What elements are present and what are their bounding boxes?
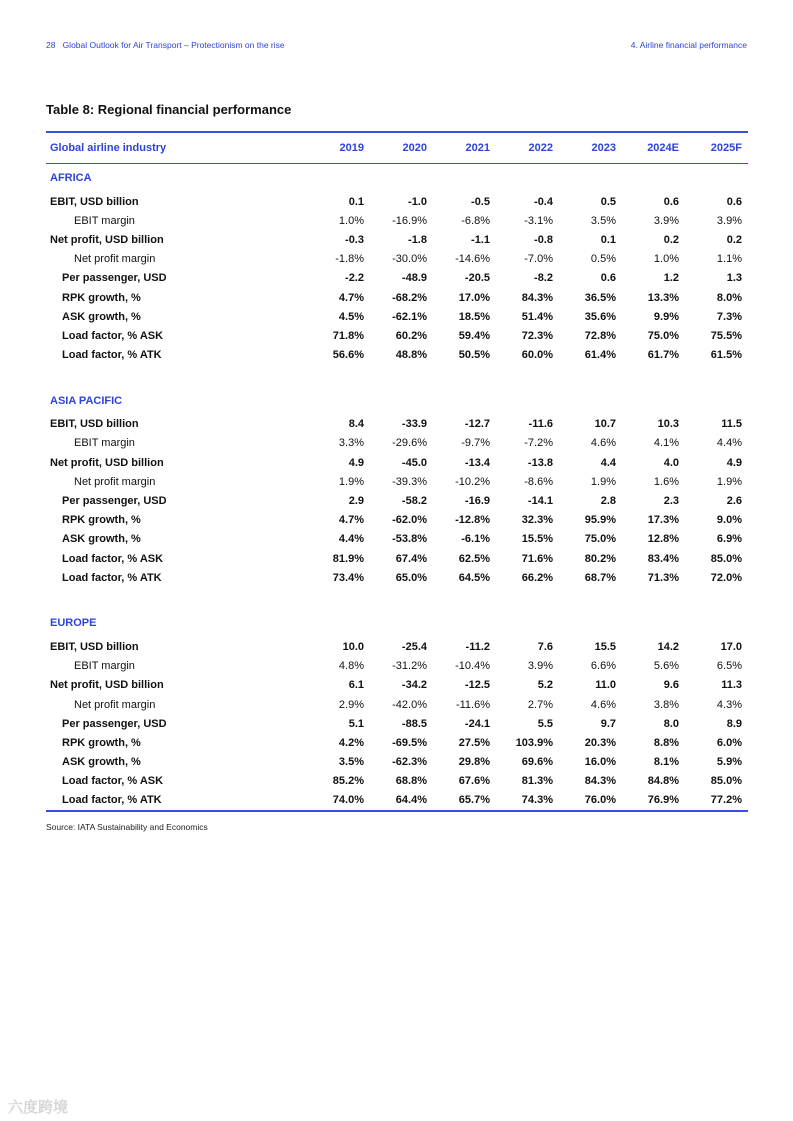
- table-cell: 84.8%: [647, 775, 679, 788]
- row-label: EBIT, USD billion: [50, 195, 139, 208]
- table-cell: -14.6%: [455, 253, 490, 266]
- table-cell: 2.3: [663, 495, 679, 508]
- table-cell: -62.1%: [392, 310, 427, 323]
- table-cell: 3.5%: [338, 756, 364, 769]
- table-cell: 8.1%: [653, 756, 679, 769]
- table-cell: 11.5: [721, 418, 742, 431]
- table-cell: 4.0: [663, 456, 679, 469]
- table-row: [46, 637, 748, 656]
- row-label: Net profit, USD billion: [50, 679, 164, 692]
- table-cell: 77.2%: [710, 794, 742, 807]
- table-cell: 1.9%: [716, 475, 742, 488]
- table-cell: 7.3%: [716, 310, 742, 323]
- table-cell: -6.1%: [461, 533, 490, 546]
- table-cell: 62.5%: [458, 552, 490, 565]
- table-cell: 3.5%: [590, 214, 616, 227]
- table-cell: -68.2%: [392, 291, 427, 304]
- table-cell: 15.5%: [521, 533, 553, 546]
- table-cell: 75.0%: [647, 329, 679, 342]
- table-cell: 4.9: [348, 456, 364, 469]
- table-cell: 73.4%: [332, 571, 364, 584]
- table-cell: 3.9%: [527, 660, 553, 673]
- table-row: [46, 211, 748, 230]
- table-cell: 9.7: [600, 717, 616, 730]
- table-cell: -34.2: [401, 679, 427, 692]
- column-header: 2022: [528, 142, 553, 154]
- table-row: [46, 568, 748, 587]
- table-cell: 5.1: [348, 717, 364, 730]
- table-cell: -13.4: [464, 456, 490, 469]
- table-cell: -88.5: [401, 717, 427, 730]
- table-row: [46, 346, 748, 365]
- table-cell: -8.6%: [524, 475, 553, 488]
- section-title: ASIA PACIFIC: [50, 394, 123, 407]
- table-row: [46, 453, 748, 472]
- table-title: Table 8: Regional financial performance: [46, 102, 292, 117]
- row-label: RPK growth, %: [62, 736, 141, 749]
- table-cell: 0.6: [663, 195, 679, 208]
- table-cell: 4.4: [600, 456, 616, 469]
- table-cell: 71.6%: [521, 552, 553, 565]
- table-cell: 85.0%: [710, 552, 742, 565]
- table-cell: 75.5%: [710, 329, 742, 342]
- row-label: EBIT margin: [74, 214, 135, 227]
- table-cell: 16.0%: [584, 756, 616, 769]
- column-header: 2019: [339, 142, 364, 154]
- page-number: 28: [46, 40, 56, 50]
- table-cell: 5.9%: [716, 756, 742, 769]
- row-label: Net profit, USD billion: [50, 233, 164, 246]
- table-row: [46, 676, 748, 695]
- table-cell: 72.0%: [710, 571, 742, 584]
- table-cell: 8.0: [663, 717, 679, 730]
- table-cell: 71.3%: [647, 571, 679, 584]
- table-cell: 80.2%: [584, 552, 616, 565]
- section-title: AFRICA: [50, 172, 92, 184]
- row-label: EBIT, USD billion: [50, 418, 139, 431]
- table-cell: -11.6: [528, 418, 553, 431]
- table-cell: -16.9%: [392, 214, 427, 227]
- row-label: Net profit, USD billion: [50, 456, 164, 469]
- table-row: [46, 549, 748, 568]
- table-cell: 76.0%: [584, 794, 616, 807]
- table-cell: 2.9%: [338, 698, 364, 711]
- table-row: [46, 288, 748, 307]
- table-cell: -45.0: [401, 456, 427, 469]
- table-cell: 67.4%: [395, 552, 427, 565]
- table-cell: 0.2: [726, 233, 742, 246]
- table-cell: -10.2%: [455, 475, 490, 488]
- table-cell: 0.6: [600, 272, 616, 285]
- table-cell: -1.0: [408, 195, 427, 208]
- table-cell: 5.6%: [653, 660, 679, 673]
- table-cell: 66.2%: [521, 571, 553, 584]
- source-note: Source: IATA Sustainability and Economics: [46, 822, 208, 832]
- table-cell: 3.9%: [653, 214, 679, 227]
- table-row: [46, 772, 748, 791]
- table-cell: 4.8%: [338, 660, 364, 673]
- table-cell: 4.4%: [338, 533, 364, 546]
- table-cell: 84.3%: [521, 291, 553, 304]
- table-cell: 4.5%: [338, 310, 364, 323]
- table-cell: -12.8%: [455, 514, 490, 527]
- table-cell: 61.4%: [584, 349, 616, 362]
- table-cell: 3.8%: [653, 698, 679, 711]
- table-cell: 12.8%: [647, 533, 679, 546]
- table-cell: 0.1: [600, 233, 616, 246]
- table-cell: -14.1: [527, 495, 553, 508]
- table-cell: -69.5%: [392, 736, 427, 749]
- table-cell: 2.9: [348, 495, 364, 508]
- table-cell: 8.4: [348, 418, 364, 431]
- row-label: Per passenger, USD: [62, 495, 167, 508]
- row-label: RPK growth, %: [62, 514, 141, 527]
- table-row: [46, 326, 748, 345]
- table-cell: 4.4%: [716, 437, 742, 450]
- table-row: [46, 530, 748, 549]
- table-cell: 6.1: [348, 679, 364, 692]
- table-cell: 4.6%: [590, 437, 616, 450]
- table-cell: 3.9%: [716, 214, 742, 227]
- table-cell: 83.4%: [647, 552, 679, 565]
- watermark: 六度跨境: [8, 1099, 69, 1116]
- section-gap: [46, 587, 748, 609]
- column-header: Global airline industry: [50, 142, 167, 154]
- column-header: 2020: [402, 142, 427, 154]
- table-bottom-rule: [46, 810, 748, 812]
- table-row: [46, 415, 748, 434]
- row-label: Per passenger, USD: [62, 272, 167, 285]
- row-label: Load factor, % ATK: [62, 794, 162, 807]
- table-cell: -8.2: [534, 272, 553, 285]
- financial-table: [46, 131, 748, 812]
- table-cell: 4.6%: [590, 698, 616, 711]
- table-cell: 74.3%: [521, 794, 553, 807]
- table-cell: 1.0%: [338, 214, 364, 227]
- row-label: EBIT, USD billion: [50, 640, 139, 653]
- table-cell: 1.0%: [653, 253, 679, 266]
- table-cell: 68.7%: [584, 571, 616, 584]
- table-cell: 69.6%: [521, 756, 553, 769]
- table-cell: -1.8%: [335, 253, 364, 266]
- table-cell: 61.5%: [710, 349, 742, 362]
- header-left: [46, 40, 285, 50]
- table-cell: 18.5%: [458, 310, 490, 323]
- row-label: Load factor, % ASK: [62, 775, 164, 788]
- table-cell: 76.9%: [647, 794, 679, 807]
- table-body: [46, 164, 748, 810]
- table-cell: 1.9%: [338, 475, 364, 488]
- table-cell: -62.3%: [392, 756, 427, 769]
- table-cell: 35.6%: [584, 310, 616, 323]
- table-cell: 1.9%: [590, 475, 616, 488]
- table-row: [46, 657, 748, 676]
- row-label: Load factor, % ASK: [62, 552, 164, 565]
- row-label: Load factor, % ATK: [62, 571, 162, 584]
- row-label: Net profit margin: [74, 475, 156, 488]
- table-cell: -3.1%: [524, 214, 553, 227]
- table-cell: 85.0%: [710, 775, 742, 788]
- column-header: 2021: [465, 142, 490, 154]
- table-cell: -0.4: [534, 195, 553, 208]
- table-cell: 9.6: [663, 679, 679, 692]
- table-cell: -12.5: [464, 679, 490, 692]
- table-cell: -42.0%: [392, 698, 427, 711]
- table-cell: 3.3%: [338, 437, 364, 450]
- table-cell: 11.0: [595, 679, 616, 692]
- table-cell: 65.0%: [395, 571, 427, 584]
- table-header-row: [46, 131, 748, 164]
- table-cell: 5.2: [537, 679, 553, 692]
- table-cell: -1.8: [408, 233, 427, 246]
- table-cell: 1.6%: [653, 475, 679, 488]
- table-cell: 11.3: [721, 679, 742, 692]
- column-header: 2024E: [647, 142, 679, 154]
- row-label: RPK growth, %: [62, 291, 141, 304]
- row-label: Net profit margin: [74, 698, 156, 711]
- table-cell: -39.3%: [392, 475, 427, 488]
- table-cell: 50.5%: [458, 349, 490, 362]
- table-cell: 6.6%: [590, 660, 616, 673]
- row-label: ASK growth, %: [62, 533, 141, 546]
- table-row: [46, 753, 748, 772]
- table-cell: 2.6: [726, 495, 742, 508]
- table-cell: 8.0%: [716, 291, 742, 304]
- column-header: 2023: [591, 142, 616, 154]
- table-cell: 84.3%: [584, 775, 616, 788]
- table-row: [46, 695, 748, 714]
- section-gap: [46, 365, 748, 387]
- table-row: [46, 472, 748, 491]
- table-cell: -33.9: [401, 418, 427, 431]
- table-cell: 27.5%: [458, 736, 490, 749]
- table-cell: 95.9%: [584, 514, 616, 527]
- table-row: [46, 491, 748, 510]
- table-cell: -12.7: [464, 418, 490, 431]
- table-cell: -13.8: [527, 456, 553, 469]
- table-cell: 74.0%: [332, 794, 364, 807]
- row-label: EBIT margin: [74, 437, 135, 450]
- table-cell: 56.6%: [332, 349, 364, 362]
- row-label: Per passenger, USD: [62, 717, 167, 730]
- table-row: [46, 714, 748, 733]
- table-cell: 17.3%: [647, 514, 679, 527]
- table-cell: 2.8: [600, 495, 616, 508]
- table-cell: 81.9%: [332, 552, 364, 565]
- row-label: Load factor, % ASK: [62, 329, 164, 342]
- table-cell: 60.0%: [521, 349, 553, 362]
- table-cell: 1.2: [663, 272, 679, 285]
- table-cell: 61.7%: [647, 349, 679, 362]
- table-cell: 9.9%: [653, 310, 679, 323]
- table-cell: 60.2%: [395, 329, 427, 342]
- table-cell: 14.2: [657, 640, 679, 653]
- table-cell: -16.9: [464, 495, 490, 508]
- table-cell: 1.3: [726, 272, 742, 285]
- table-cell: -62.0%: [392, 514, 427, 527]
- table-cell: 13.3%: [647, 291, 679, 304]
- table-row: [46, 307, 748, 326]
- table-cell: 10.3: [657, 418, 679, 431]
- table-cell: 8.8%: [653, 736, 679, 749]
- table-cell: 0.6: [726, 195, 742, 208]
- table-cell: 6.5%: [716, 660, 742, 673]
- table-cell: -30.0%: [392, 253, 427, 266]
- table-cell: 59.4%: [458, 329, 490, 342]
- table-row: [46, 434, 748, 453]
- table-cell: -9.7%: [461, 437, 490, 450]
- table-cell: -48.9: [401, 272, 427, 285]
- row-label: EBIT margin: [74, 660, 135, 673]
- table-cell: -31.2%: [392, 660, 427, 673]
- table-cell: -29.6%: [392, 437, 427, 450]
- table-cell: -0.5: [471, 195, 490, 208]
- column-header: 2025F: [710, 142, 742, 154]
- table-cell: 6.9%: [716, 533, 742, 546]
- table-cell: 72.8%: [584, 329, 616, 342]
- table-cell: 29.8%: [458, 756, 490, 769]
- table-cell: 20.3%: [584, 736, 616, 749]
- table-cell: 64.5%: [458, 571, 490, 584]
- table-cell: 65.7%: [458, 794, 490, 807]
- table-cell: 17.0%: [458, 291, 490, 304]
- table-cell: 0.5: [600, 195, 616, 208]
- table-cell: 2.7%: [527, 698, 553, 711]
- table-cell: -7.0%: [524, 253, 553, 266]
- table-cell: 81.3%: [521, 775, 553, 788]
- table-cell: -20.5: [464, 272, 490, 285]
- table-cell: -7.2%: [524, 437, 553, 450]
- table-row: [46, 250, 748, 269]
- table-cell: 48.8%: [395, 349, 427, 362]
- table-cell: 7.6: [537, 640, 553, 653]
- row-label: ASK growth, %: [62, 310, 141, 323]
- row-label: Net profit margin: [74, 253, 156, 266]
- table-cell: 10.0: [342, 640, 364, 653]
- table-cell: -24.1: [464, 717, 490, 730]
- table-cell: 36.5%: [584, 291, 616, 304]
- table-cell: 4.7%: [338, 291, 364, 304]
- table-cell: 72.3%: [521, 329, 553, 342]
- table-cell: 4.2%: [338, 736, 364, 749]
- table-cell: 0.1: [348, 195, 364, 208]
- row-label: ASK growth, %: [62, 756, 141, 769]
- table-cell: 10.7: [594, 418, 616, 431]
- table-cell: 5.5: [537, 717, 553, 730]
- table-cell: -0.3: [345, 233, 364, 246]
- table-cell: 6.0%: [716, 736, 742, 749]
- table-cell: -6.8%: [461, 214, 490, 227]
- chapter-title: 4. Airline financial performance: [630, 40, 747, 50]
- table-row: [46, 791, 748, 810]
- table-cell: -53.8%: [392, 533, 427, 546]
- table-cell: 64.4%: [395, 794, 427, 807]
- table-cell: 17.0: [720, 640, 742, 653]
- table-cell: -10.4%: [455, 660, 490, 673]
- table-cell: -0.8: [534, 233, 553, 246]
- table-cell: 4.3%: [716, 698, 742, 711]
- doc-title: Global Outlook for Air Transport – Protectionism on the rise: [62, 40, 285, 50]
- table-cell: 51.4%: [521, 310, 553, 323]
- table-cell: 68.8%: [395, 775, 427, 788]
- table-cell: 71.8%: [332, 329, 364, 342]
- table-cell: 103.9%: [515, 736, 553, 749]
- table-row: [46, 511, 748, 530]
- table-cell: -11.2: [465, 640, 490, 653]
- table-row: [46, 733, 748, 752]
- table-cell: 4.7%: [338, 514, 364, 527]
- table-row: [46, 192, 748, 211]
- section-title: EUROPE: [50, 617, 97, 630]
- table-cell: -2.2: [345, 272, 364, 285]
- table-row: [46, 269, 748, 288]
- table-cell: 1.1%: [716, 253, 742, 266]
- table-cell: 15.5: [594, 640, 616, 653]
- table-cell: 32.3%: [521, 514, 553, 527]
- table-cell: 0.5%: [590, 253, 616, 266]
- table-cell: -25.4: [401, 640, 427, 653]
- table-cell: 67.6%: [458, 775, 490, 788]
- table-cell: 85.2%: [332, 775, 364, 788]
- table-cell: -58.2: [401, 495, 427, 508]
- table-cell: 0.2: [663, 233, 679, 246]
- table-cell: 9.0%: [716, 514, 742, 527]
- table-row: [46, 230, 748, 249]
- table-cell: 4.1%: [653, 437, 679, 450]
- table-cell: -1.1: [471, 233, 490, 246]
- table-cell: 4.9: [726, 456, 742, 469]
- table-cell: 75.0%: [584, 533, 616, 546]
- table-cell: 8.9: [726, 717, 742, 730]
- row-label: Load factor, % ATK: [62, 349, 162, 362]
- table-cell: -11.6%: [455, 698, 490, 711]
